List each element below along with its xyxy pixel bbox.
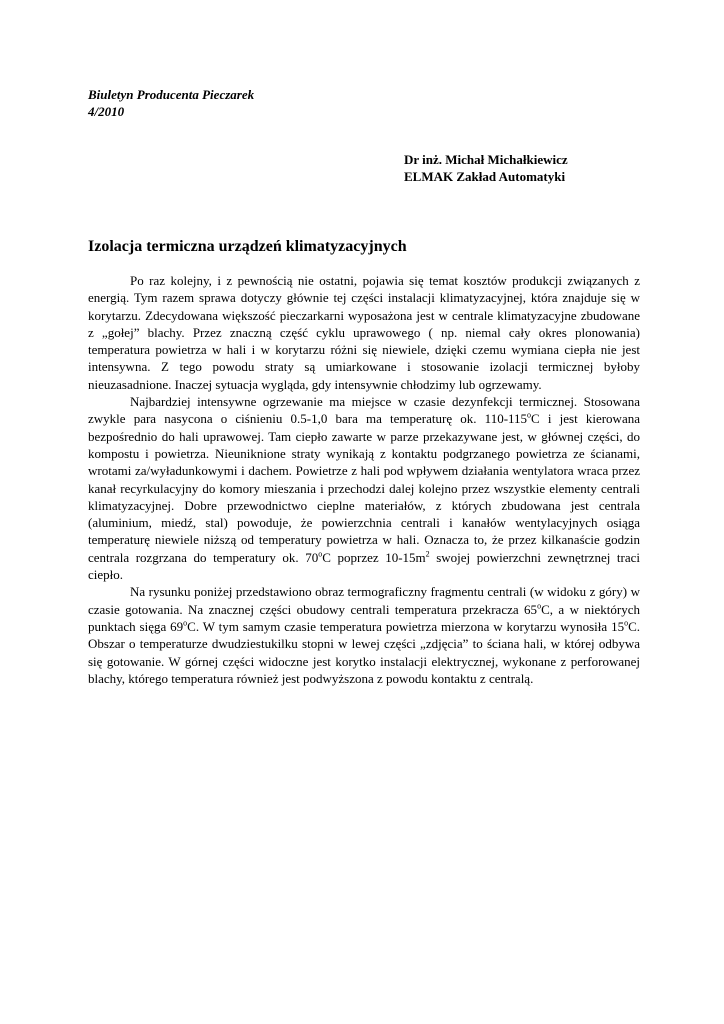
paragraph-2-text-b: C i jest kierowana bezpośrednio do hali uprawowej. Tam ciepło zawarte w parze przekazywane jest, w głównej części, do kompostu i powietrza. Nieuniknione straty wynikają z kontaktu podgrzanego powietrza ze ścianami, wrotami za/wyładunkowymi i dachem. Powietrze z hali pod wpływem działania wentylatora wraca przez kanał recyrkulacyjny do komory mieszania i przechodzi dalej kolejno przez wszystkie elementy centrali klimatyzacyjnej. Dobre przewodnictwo cieplne materiałów, z których zbudowana jest centrala (aluminium, miedź, stal) powoduje, że powierzchnia centrali i kanałów wentylacyjnych osiąga temperaturę niewiele niższą od temperatury powietrza w hali. Oznacza to, że przez kilkanaście godzin centrala rozgrzana do temperatury ok. 70 bbox=[88, 411, 640, 565]
article-body bbox=[88, 272, 640, 687]
paragraph-3-text-d: C. Obszar o temperaturze dwudziestukilku stopni w lewej części „zdjęcia” to ściana hali, w której odbywa się gotowanie. W górnej części widoczne jest korytko instalacji elektrycznej, wykonane z perforowanej blachy, którego temperatura również jest podwyższona z powodu kontaktu z centralą. bbox=[88, 618, 640, 686]
author-block bbox=[404, 151, 568, 185]
paragraph-3-text-b: C, a w niektórych punktach sięga 69 bbox=[88, 601, 641, 634]
degree-superscript: o bbox=[183, 618, 188, 628]
paragraph-2-text-c: C poprzez 10-15m bbox=[322, 549, 426, 565]
degree-superscript: o bbox=[537, 601, 542, 611]
author-name: Dr inż. Michał Michałkiewicz bbox=[404, 152, 568, 167]
journal-header bbox=[88, 86, 254, 120]
journal-issue: 4/2010 bbox=[88, 104, 125, 119]
paragraph-3 bbox=[88, 583, 640, 687]
paragraph-1: Po raz kolejny, i z pewnością nie ostatni, pojawia się temat kosztów produkcji związanych z energią. Tym razem sprawa dotyczy głównie tej części instalacji klimatyzacyjnej, która znajduje się w korytarzu. Zdecydowana większość pieczarkarni wyposażona jest w centrale klimatyzacyjne zbudowane z „gołej” blachy. Przez znaczną część cyklu uprawowego ( np. niemal cały okres plonowania) temperatura powietrza w hali i w korytarzu różni się niewiele, dzięki czemu wymiana ciepła nie jest intensywna. Z tego powodu straty są umiarkowane i stosowanie izolacji termicznej byłoby nieuzasadnione. Inaczej sytuacja wygląda, gdy intensywnie chłodzimy lub ogrzewamy. bbox=[88, 273, 640, 392]
degree-superscript: o bbox=[527, 411, 532, 421]
square-superscript: 2 bbox=[425, 549, 430, 559]
paragraph-2-text-a: Najbardziej intensywne ogrzewanie ma miejsce w czasie dezynfekcji termicznej. Stosowana zwykle para nasycona o ciśnieniu 0.5-1,0 bara ma temperaturę ok. 110-115 bbox=[88, 394, 640, 427]
paragraph-2-text-d: swojej powierzchni zewnętrznej traci ciepło. bbox=[88, 549, 640, 583]
degree-superscript: o bbox=[318, 549, 323, 559]
degree-superscript: o bbox=[624, 618, 629, 628]
paragraph-3-text-c: C. W tym samym czasie temperatura powietrza mierzona w korytarzu wynosiła 15 bbox=[187, 618, 625, 634]
journal-name: Biuletyn Producenta Pieczarek bbox=[88, 87, 255, 102]
paragraph-2 bbox=[88, 393, 640, 583]
paragraph-3-text-a: Na rysunku poniżej przedstawiono obraz termograficzny fragmentu centrali (w widoku z góry) w czasie gotowania. Na znacznej części obudowy centrali temperatura przekracza 65 bbox=[88, 584, 640, 617]
article-title: Izolacja termiczna urządzeń klimatyzacyjnych bbox=[88, 238, 407, 255]
author-affiliation: ELMAK Zakład Automatyki bbox=[404, 169, 566, 184]
